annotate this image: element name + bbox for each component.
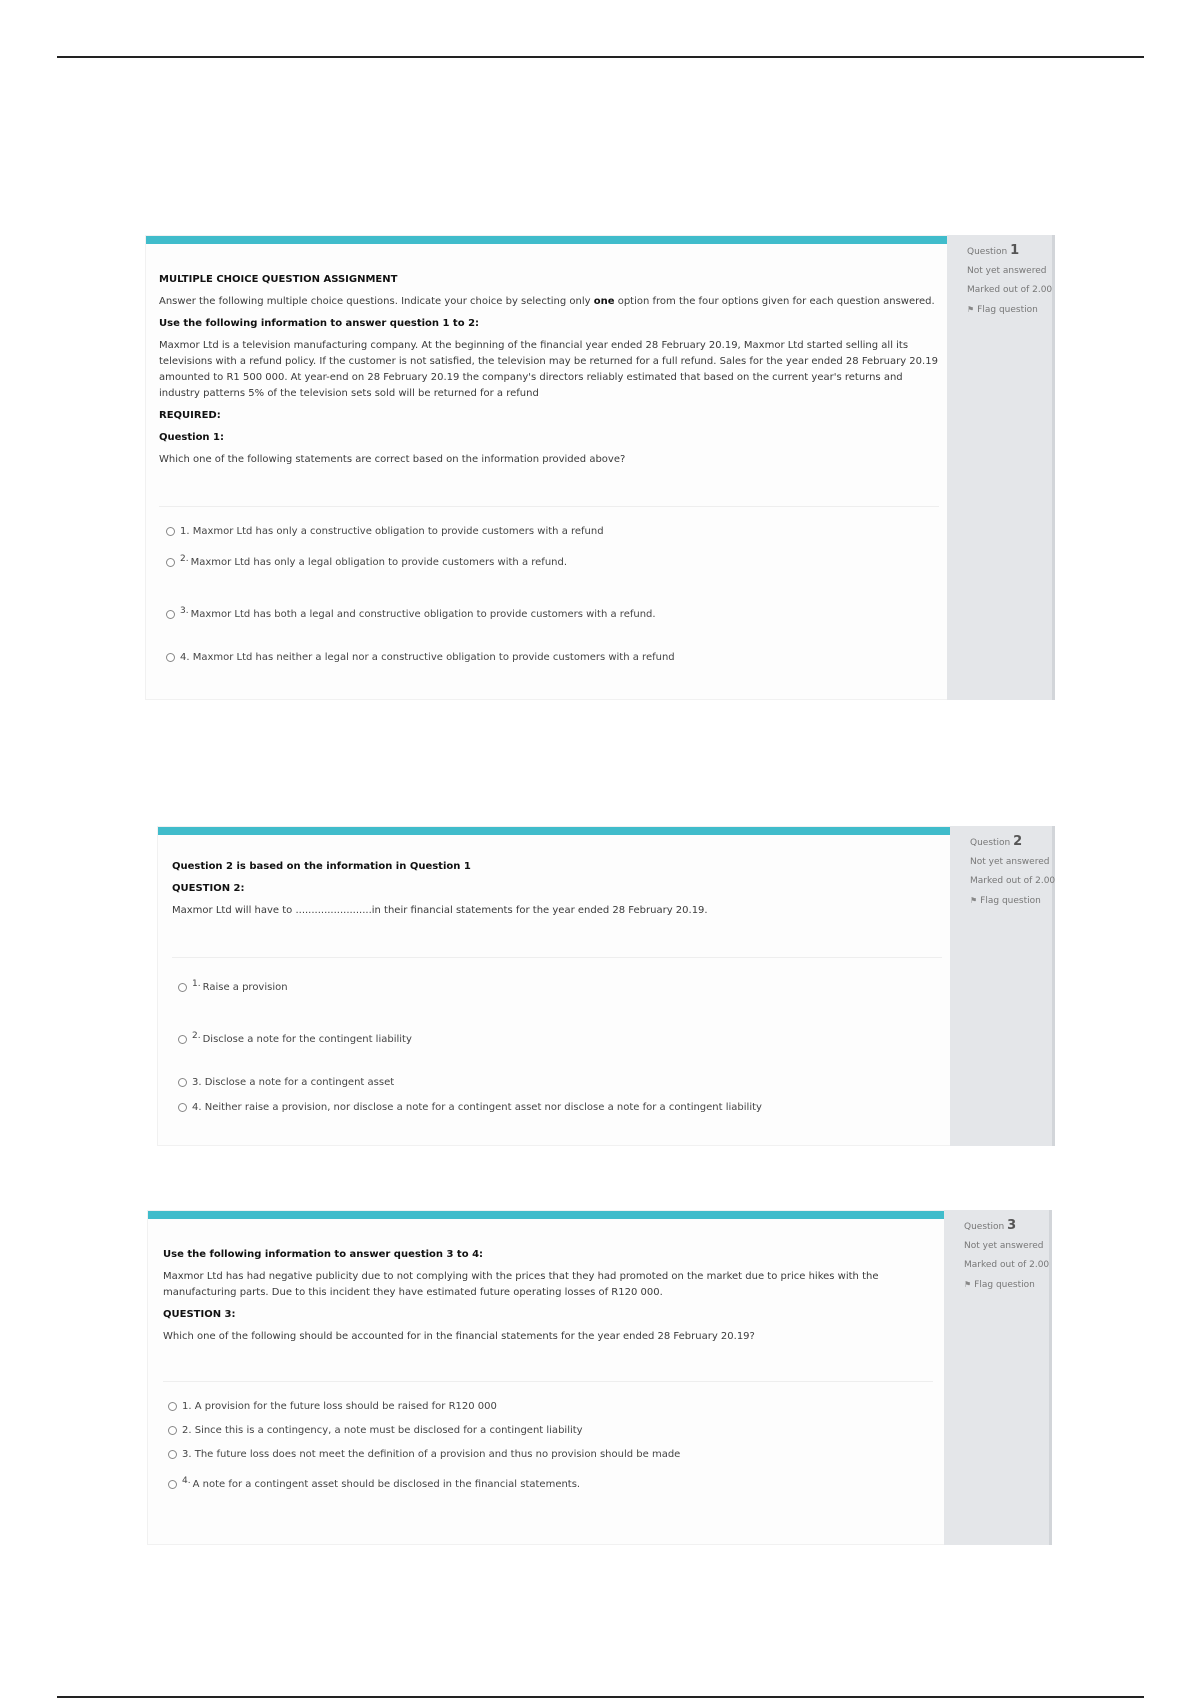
bottom-rule <box>57 1696 1144 1698</box>
separator <box>159 506 939 507</box>
question-1-content <box>145 235 949 700</box>
radio-button[interactable] <box>178 1035 187 1044</box>
radio-button[interactable] <box>166 527 175 536</box>
option-2[interactable]: 2. Maxmor Ltd has only a legal obligation to provide customers with a refund. <box>166 554 567 568</box>
radio-button[interactable] <box>166 610 175 619</box>
radio-button[interactable] <box>166 653 175 662</box>
question-3-info <box>944 1210 1052 1545</box>
question-marks: Marked out of 2.00 <box>964 1260 1050 1270</box>
separator <box>163 1381 933 1382</box>
question-number: Question 1 <box>967 243 1020 258</box>
question-2-info <box>950 826 1055 1146</box>
option-3[interactable]: 3. Maxmor Ltd has both a legal and constructive obligation to provide customers with a refund. <box>166 606 656 620</box>
question-accent-bar <box>148 1211 945 1219</box>
option-3[interactable]: 3. Disclose a note for a contingent asset <box>178 1077 394 1088</box>
question-3-content <box>147 1210 946 1545</box>
question-text: Which one of the following should be accounted for in the financial statements for the year ended 28 February 20.19? <box>163 1331 755 1342</box>
question-marks: Marked out of 2.00 <box>967 285 1053 295</box>
flag-question-link[interactable]: ⚑ Flag question <box>970 891 1052 911</box>
option-3[interactable]: 3. The future loss does not meet the definition of a provision and thus no provision should be made <box>168 1449 680 1460</box>
option-2[interactable]: 2. Since this is a contingency, a note must be disclosed for a contingent liability <box>168 1425 583 1436</box>
use-info-heading: Use the following information to answer question 3 to 4: <box>163 1249 484 1260</box>
option-4[interactable]: 4. A note for a contingent asset should be disclosed in the financial statements. <box>168 1476 580 1490</box>
required-heading: REQUIRED: <box>159 410 221 421</box>
radio-button[interactable] <box>168 1402 177 1411</box>
radio-button[interactable] <box>178 1078 187 1087</box>
use-info-heading: Use the following information to answer question 1 to 2: <box>159 318 480 329</box>
question-label: QUESTION 2: <box>172 883 245 894</box>
question-label: Question 1: <box>159 432 224 443</box>
question-number: Question 2 <box>970 834 1023 849</box>
radio-button[interactable] <box>178 983 187 992</box>
question-2-block <box>157 826 1055 1146</box>
option-1[interactable]: 1. Raise a provision <box>178 979 288 993</box>
flag-question-link[interactable]: ⚑ Flag question <box>967 300 1052 320</box>
question-status: Not yet answered <box>964 1241 1044 1251</box>
option-4[interactable]: 4. Maxmor Ltd has neither a legal nor a constructive obligation to provide customers with a refund <box>166 652 675 663</box>
radio-button[interactable] <box>178 1103 187 1112</box>
question-text: Maxmor Ltd will have to ........................in their financial statements for the year ended 28 February 20.19. <box>172 905 708 916</box>
question-accent-bar <box>158 827 951 835</box>
question-label: QUESTION 3: <box>163 1309 236 1320</box>
based-on-heading: Question 2 is based on the information in Question 1 <box>172 861 471 872</box>
question-marks: Marked out of 2.00 <box>970 876 1056 886</box>
scenario-text: Maxmor Ltd has had negative publicity due to not complying with the prices that they had promoted on the market due to price hikes with the manufacturing parts. Due to this incident they have estimated future operating losses of R120 000. <box>163 1271 879 1298</box>
option-2[interactable]: 2. Disclose a note for the contingent liability <box>178 1031 412 1045</box>
flag-question-link[interactable]: ⚑ Flag question <box>964 1275 1049 1295</box>
question-1-info <box>947 235 1055 700</box>
question-accent-bar <box>146 236 948 244</box>
instructions: Answer the following multiple choice questions. Indicate your choice by selecting only one option from the four options given for each question answered. <box>159 296 935 307</box>
question-3-block <box>147 1210 1052 1545</box>
assignment-title: MULTIPLE CHOICE QUESTION ASSIGNMENT <box>159 274 398 285</box>
question-text: Which one of the following statements are correct based on the information provided above? <box>159 454 626 465</box>
question-status: Not yet answered <box>967 266 1047 276</box>
radio-button[interactable] <box>166 558 175 567</box>
question-1-block <box>145 235 1055 700</box>
option-4[interactable]: 4. Neither raise a provision, nor disclose a note for a contingent asset nor disclose a note for a contingent liability <box>178 1102 762 1113</box>
radio-button[interactable] <box>168 1426 177 1435</box>
separator <box>172 957 942 958</box>
question-number: Question 3 <box>964 1218 1017 1233</box>
question-2-content <box>157 826 952 1146</box>
scenario-text: Maxmor Ltd is a television manufacturing company. At the beginning of the financial year ended 28 February 20.19, Maxmor Ltd started selling all its televisions with a refund policy. If the customer is not satisfied, the television may be returned for a full refund. Sales for the year ended 28 February 20.19 amounted to R1 500 000. At year-end on 28 February 20.19 the company's directors reliably estimated that based on the current year's returns and industry patterns 5% of the television sets sold will be returned for a refund <box>159 340 938 399</box>
top-rule <box>57 56 1144 58</box>
option-1[interactable]: 1. A provision for the future loss should be raised for R120 000 <box>168 1401 497 1412</box>
radio-button[interactable] <box>168 1450 177 1459</box>
radio-button[interactable] <box>168 1480 177 1489</box>
question-status: Not yet answered <box>970 857 1050 867</box>
option-1[interactable]: 1. Maxmor Ltd has only a constructive obligation to provide customers with a refund <box>166 526 604 537</box>
